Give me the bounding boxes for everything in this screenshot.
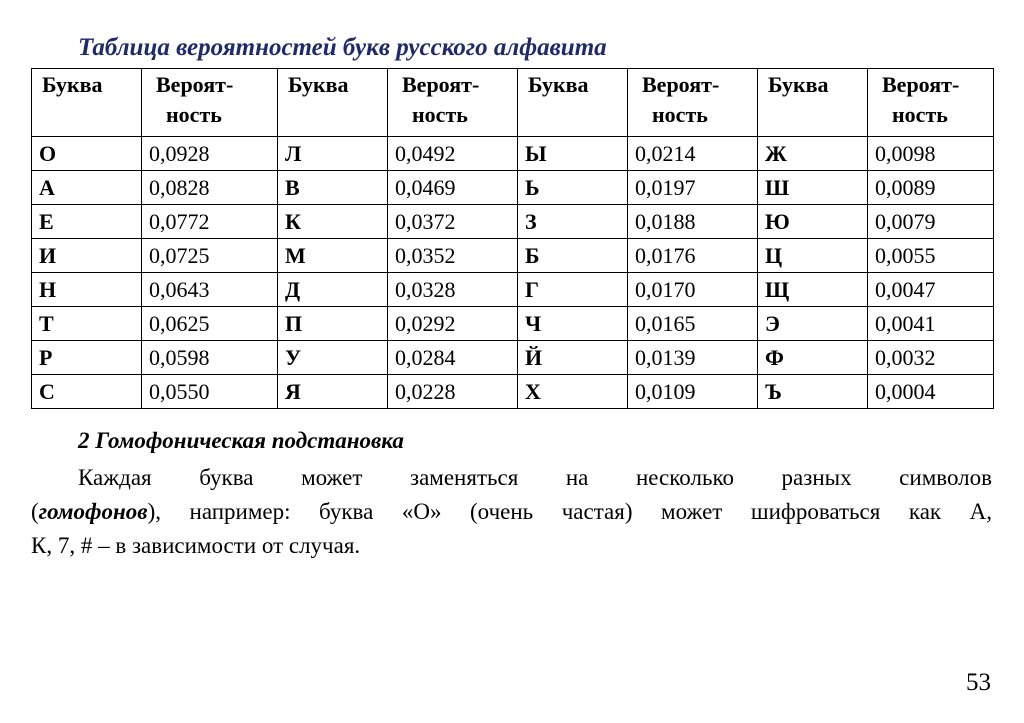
probability-cell: 0,0228 [388,375,518,409]
letter-cell: Х [518,375,628,409]
probability-cell: 0,0197 [628,171,758,205]
letter-probability-table [31,68,994,409]
table-row [32,375,994,409]
header-probability: Вероят- ность [868,69,994,137]
letter-cell: Т [32,307,142,341]
term-homophones: гомофонов [38,499,148,524]
header-letter: Буква [32,69,142,137]
probability-cell: 0,0109 [628,375,758,409]
letter-cell: Р [32,341,142,375]
letter-cell: Ю [758,205,868,239]
letter-cell: С [32,375,142,409]
letter-cell: Ф [758,341,868,375]
header-probability: Вероят- ность [388,69,518,137]
probability-cell: 0,0188 [628,205,758,239]
probability-cell: 0,0328 [388,273,518,307]
table-header-row [32,69,994,137]
letter-cell: Е [32,205,142,239]
letter-cell: Э [758,307,868,341]
section-heading: 2 Гомофоническая подстановка [78,428,404,453]
section-paragraph [31,461,992,563]
header-letter: Буква [758,69,868,137]
paragraph-line-3: К, 7, # – в зависимости от случая. [31,533,361,558]
letter-cell: Д [278,273,388,307]
paragraph-continuation [31,495,992,563]
letter-cell: Н [32,273,142,307]
probability-cell: 0,0139 [628,341,758,375]
probability-cell: 0,0098 [868,137,994,171]
probability-cell: 0,0004 [868,375,994,409]
probability-cell: 0,0598 [142,341,278,375]
probability-cell: 0,0089 [868,171,994,205]
table-row [32,307,994,341]
letter-cell: Ж [758,137,868,171]
letter-cell: М [278,239,388,273]
letter-cell: И [32,239,142,273]
probability-cell: 0,0372 [388,205,518,239]
probability-cell: 0,0828 [142,171,278,205]
probability-cell: 0,0055 [868,239,994,273]
letter-cell: Л [278,137,388,171]
table-body [32,137,994,409]
header-letter: Буква [518,69,628,137]
letter-cell: В [278,171,388,205]
header-probability: Вероят- ность [142,69,278,137]
probability-cell: 0,0469 [388,171,518,205]
letter-cell: Я [278,375,388,409]
probability-cell: 0,0284 [388,341,518,375]
probability-cell: 0,0625 [142,307,278,341]
letter-cell: Ы [518,137,628,171]
letter-cell: Г [518,273,628,307]
probability-cell: 0,0176 [628,239,758,273]
letter-cell: П [278,307,388,341]
table-row [32,273,994,307]
table-row [32,239,994,273]
header-probability: Вероят- ность [628,69,758,137]
probability-cell: 0,0928 [142,137,278,171]
letter-cell: О [32,137,142,171]
probability-cell: 0,0214 [628,137,758,171]
probability-cell: 0,0772 [142,205,278,239]
probability-cell: 0,0352 [388,239,518,273]
probability-cell: 0,0079 [868,205,994,239]
probability-cell: 0,0725 [142,239,278,273]
table-row [32,205,994,239]
table-row [32,341,994,375]
letter-cell: А [32,171,142,205]
letter-cell: Ц [758,239,868,273]
probability-cell: 0,0292 [388,307,518,341]
probability-cell: 0,0047 [868,273,994,307]
letter-cell: Ч [518,307,628,341]
letter-cell: Ш [758,171,868,205]
page-number: 53 [966,669,991,696]
letter-cell: Ь [518,171,628,205]
probability-cell: 0,0032 [868,341,994,375]
probability-cell: 0,0643 [142,273,278,307]
probability-cell: 0,0041 [868,307,994,341]
letter-cell: Щ [758,273,868,307]
table-title: Таблица вероятностей букв русского алфавита [78,34,607,61]
header-letter: Буква [278,69,388,137]
probability-cell: 0,0165 [628,307,758,341]
paragraph-line-1: Каждая буква может заменяться на несколько разных символов [78,465,992,490]
letter-cell: К [278,205,388,239]
letter-cell: Ъ [758,375,868,409]
table-row [32,171,994,205]
letter-cell: Б [518,239,628,273]
probability-cell: 0,0170 [628,273,758,307]
table-row [32,137,994,171]
probability-cell: 0,0550 [142,375,278,409]
paragraph-line-2: (гомофонов), например: буква «О» (очень частая) может шифроваться как А, [31,499,992,524]
letter-cell: У [278,341,388,375]
letter-cell: Й [518,341,628,375]
letter-cell: З [518,205,628,239]
probability-cell: 0,0492 [388,137,518,171]
